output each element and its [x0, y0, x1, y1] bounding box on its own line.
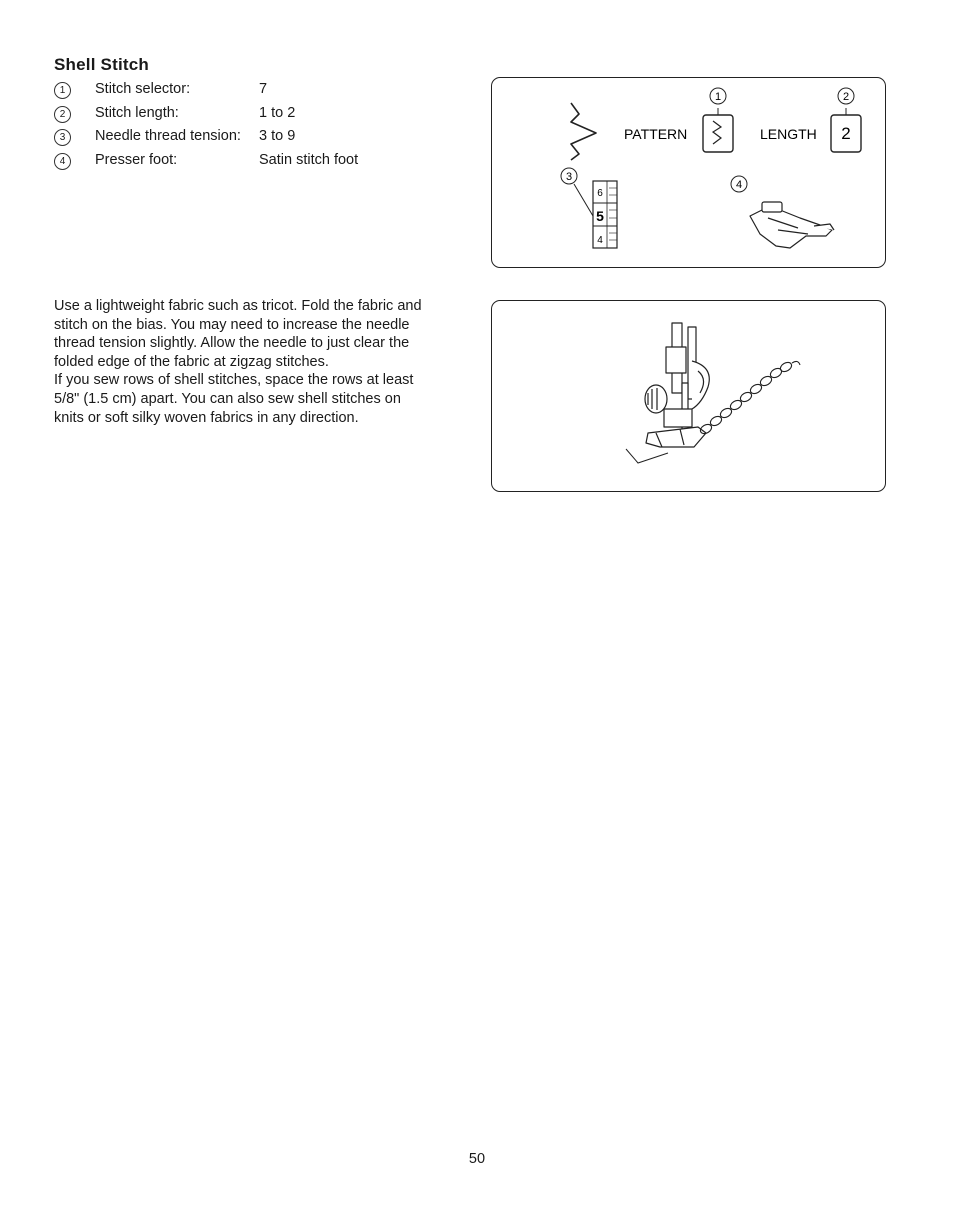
- setting-label: Presser foot:: [95, 151, 178, 168]
- settings-diagram-art: [492, 78, 885, 267]
- callout-marker: 1: [54, 82, 71, 99]
- setting-label: Needle thread tension:: [95, 128, 241, 144]
- svg-text:4: 4: [735, 179, 743, 191]
- satin-stitch-foot-icon: [750, 202, 834, 248]
- callout-marker: 2: [54, 106, 71, 123]
- sewing-illustration-art: [492, 301, 885, 491]
- section-title: Shell Stitch: [54, 55, 149, 74]
- svg-text:5: 5: [596, 208, 604, 224]
- instruction-paragraph: Use a lightweight fabric such as tricot. Fold the fabric and stitch on the bias. You may need to increase the needle thread tension slightly. Allow the needle to just clear the folded edge of the fabric at zigzag stitches.: [54, 298, 422, 370]
- callout-marker: 3: [54, 129, 71, 146]
- page-number: 50: [468, 1151, 486, 1167]
- callout-4: [731, 176, 747, 192]
- callout-3: [561, 168, 577, 184]
- setting-value: Satin stitch foot: [259, 151, 359, 168]
- callout-marker: 4: [54, 153, 71, 170]
- svg-text:4: 4: [597, 235, 603, 246]
- callout-1: [710, 88, 726, 104]
- fabric-fold-line: [626, 449, 668, 463]
- svg-text:1: 1: [714, 91, 722, 103]
- pattern-label: PATTERN: [624, 126, 688, 142]
- length-value: 2: [841, 124, 851, 143]
- sewing-machine-foot-icon: [645, 323, 709, 447]
- setting-label: Stitch selector:: [95, 81, 191, 97]
- settings-diagram: [491, 77, 886, 268]
- svg-text:2: 2: [842, 91, 850, 103]
- shell-stitch-symbol-icon: [571, 103, 596, 160]
- instructions: [54, 297, 424, 427]
- setting-value: 7: [259, 81, 268, 97]
- svg-text:3: 3: [565, 171, 573, 183]
- svg-text:6: 6: [597, 188, 603, 199]
- pattern-window: [703, 115, 733, 152]
- instruction-paragraph: If you sew rows of shell stitches, space the rows at least 5/8" (1.5 cm) apart. You can also sew shell stitches on knits or soft silky woven fabrics in any direction.: [54, 372, 414, 426]
- callout-2: [838, 88, 854, 104]
- setting-value: 3 to 9: [259, 128, 296, 144]
- sewing-illustration: [491, 300, 886, 492]
- setting-label: Stitch length:: [95, 104, 179, 121]
- shell-stitch-row-icon: [699, 361, 800, 436]
- length-label: LENGTH: [760, 126, 817, 142]
- setting-value: 1 to 2: [259, 104, 296, 121]
- tension-dial-icon: [593, 181, 617, 248]
